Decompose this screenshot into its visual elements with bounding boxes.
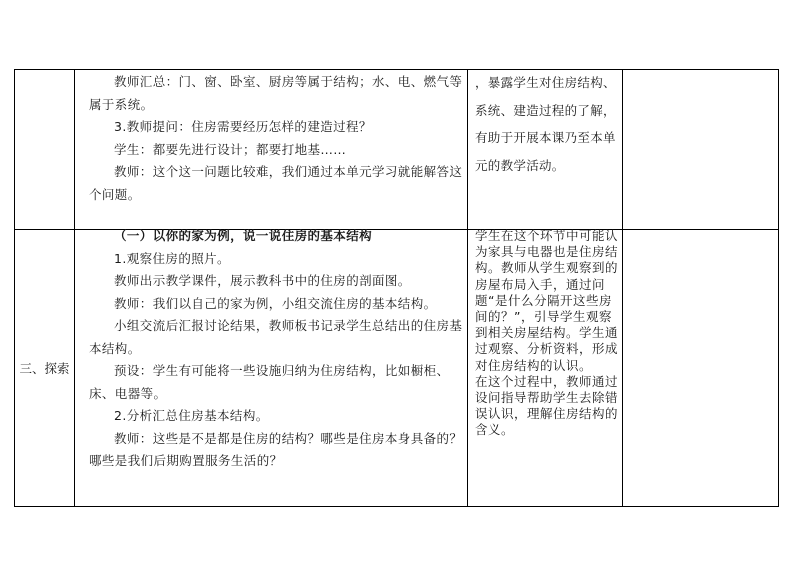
paragraph: 教师：这个这一问题比较难，我们通过本单元学习就能解答这个问题。: [89, 164, 463, 202]
teaching-process-cell-explore: [89, 225, 465, 473]
column-divider: [74, 70, 75, 506]
design-intent-text: 在这个过程中，教师通过设问指导帮助学生去除错误认识，理解住房结构的含义。: [475, 373, 619, 438]
paragraph: 1.观察住房的照片。: [114, 250, 230, 266]
paragraph: 预设：学生有可能将一些设施归纳为住房结构，比如橱柜、床、电器等。: [89, 363, 450, 401]
paragraph: 3.教师提问：住房需要经历怎样的建造过程？: [114, 119, 372, 134]
paragraph: 教师汇总：门、窗、卧室、厨房等属于结构；水、电、燃气等属于系统。: [89, 74, 463, 112]
lesson-plan-table: [14, 69, 779, 507]
paragraph: 教师：我们以自己的家为例，小组交流住房的基本结构。: [114, 295, 437, 311]
paragraph: 教师：这些是不是都是住房的结构？哪些是住房本身具备的？哪些是我们后期购置服务生活的？: [89, 430, 463, 468]
design-intent-text: ，暴露学生对住房结构、系统、建造过程的了解，有助于开展本课乃至本单元的教学活动。: [475, 75, 616, 173]
design-intent-text: 学生在这个环节中可能认为家具与电器也是住房结构。教师从学生观察到的房屋布局入手，通过问题“是什么分隔开这些房间的？”，引导学生观察到相关房屋结构。学生通过观察、分析资料，形成对住房结构的认识。: [475, 228, 619, 373]
paragraph: 2.分析汇总住房基本结构。: [114, 408, 269, 423]
teaching-process-cell-top: [89, 71, 465, 206]
section-heading: （一）以你的家为例，说一说住房的基本结构: [114, 228, 373, 243]
column-divider: [467, 70, 468, 506]
design-intent-cell-explore: [475, 228, 621, 439]
paragraph: 小组交流后汇报讨论结果，教师板书记录学生总结出的住房基本结构。: [89, 318, 463, 356]
paragraph: 教师出示教学课件，展示教科书中的住房的剖面图。: [114, 273, 411, 288]
design-intent-cell-top: [475, 69, 621, 179]
stage-label-explore: 三、探索: [19, 360, 70, 376]
paragraph: 学生：都要先进行设计；都要打地基……: [114, 141, 347, 157]
column-divider: [622, 70, 623, 506]
